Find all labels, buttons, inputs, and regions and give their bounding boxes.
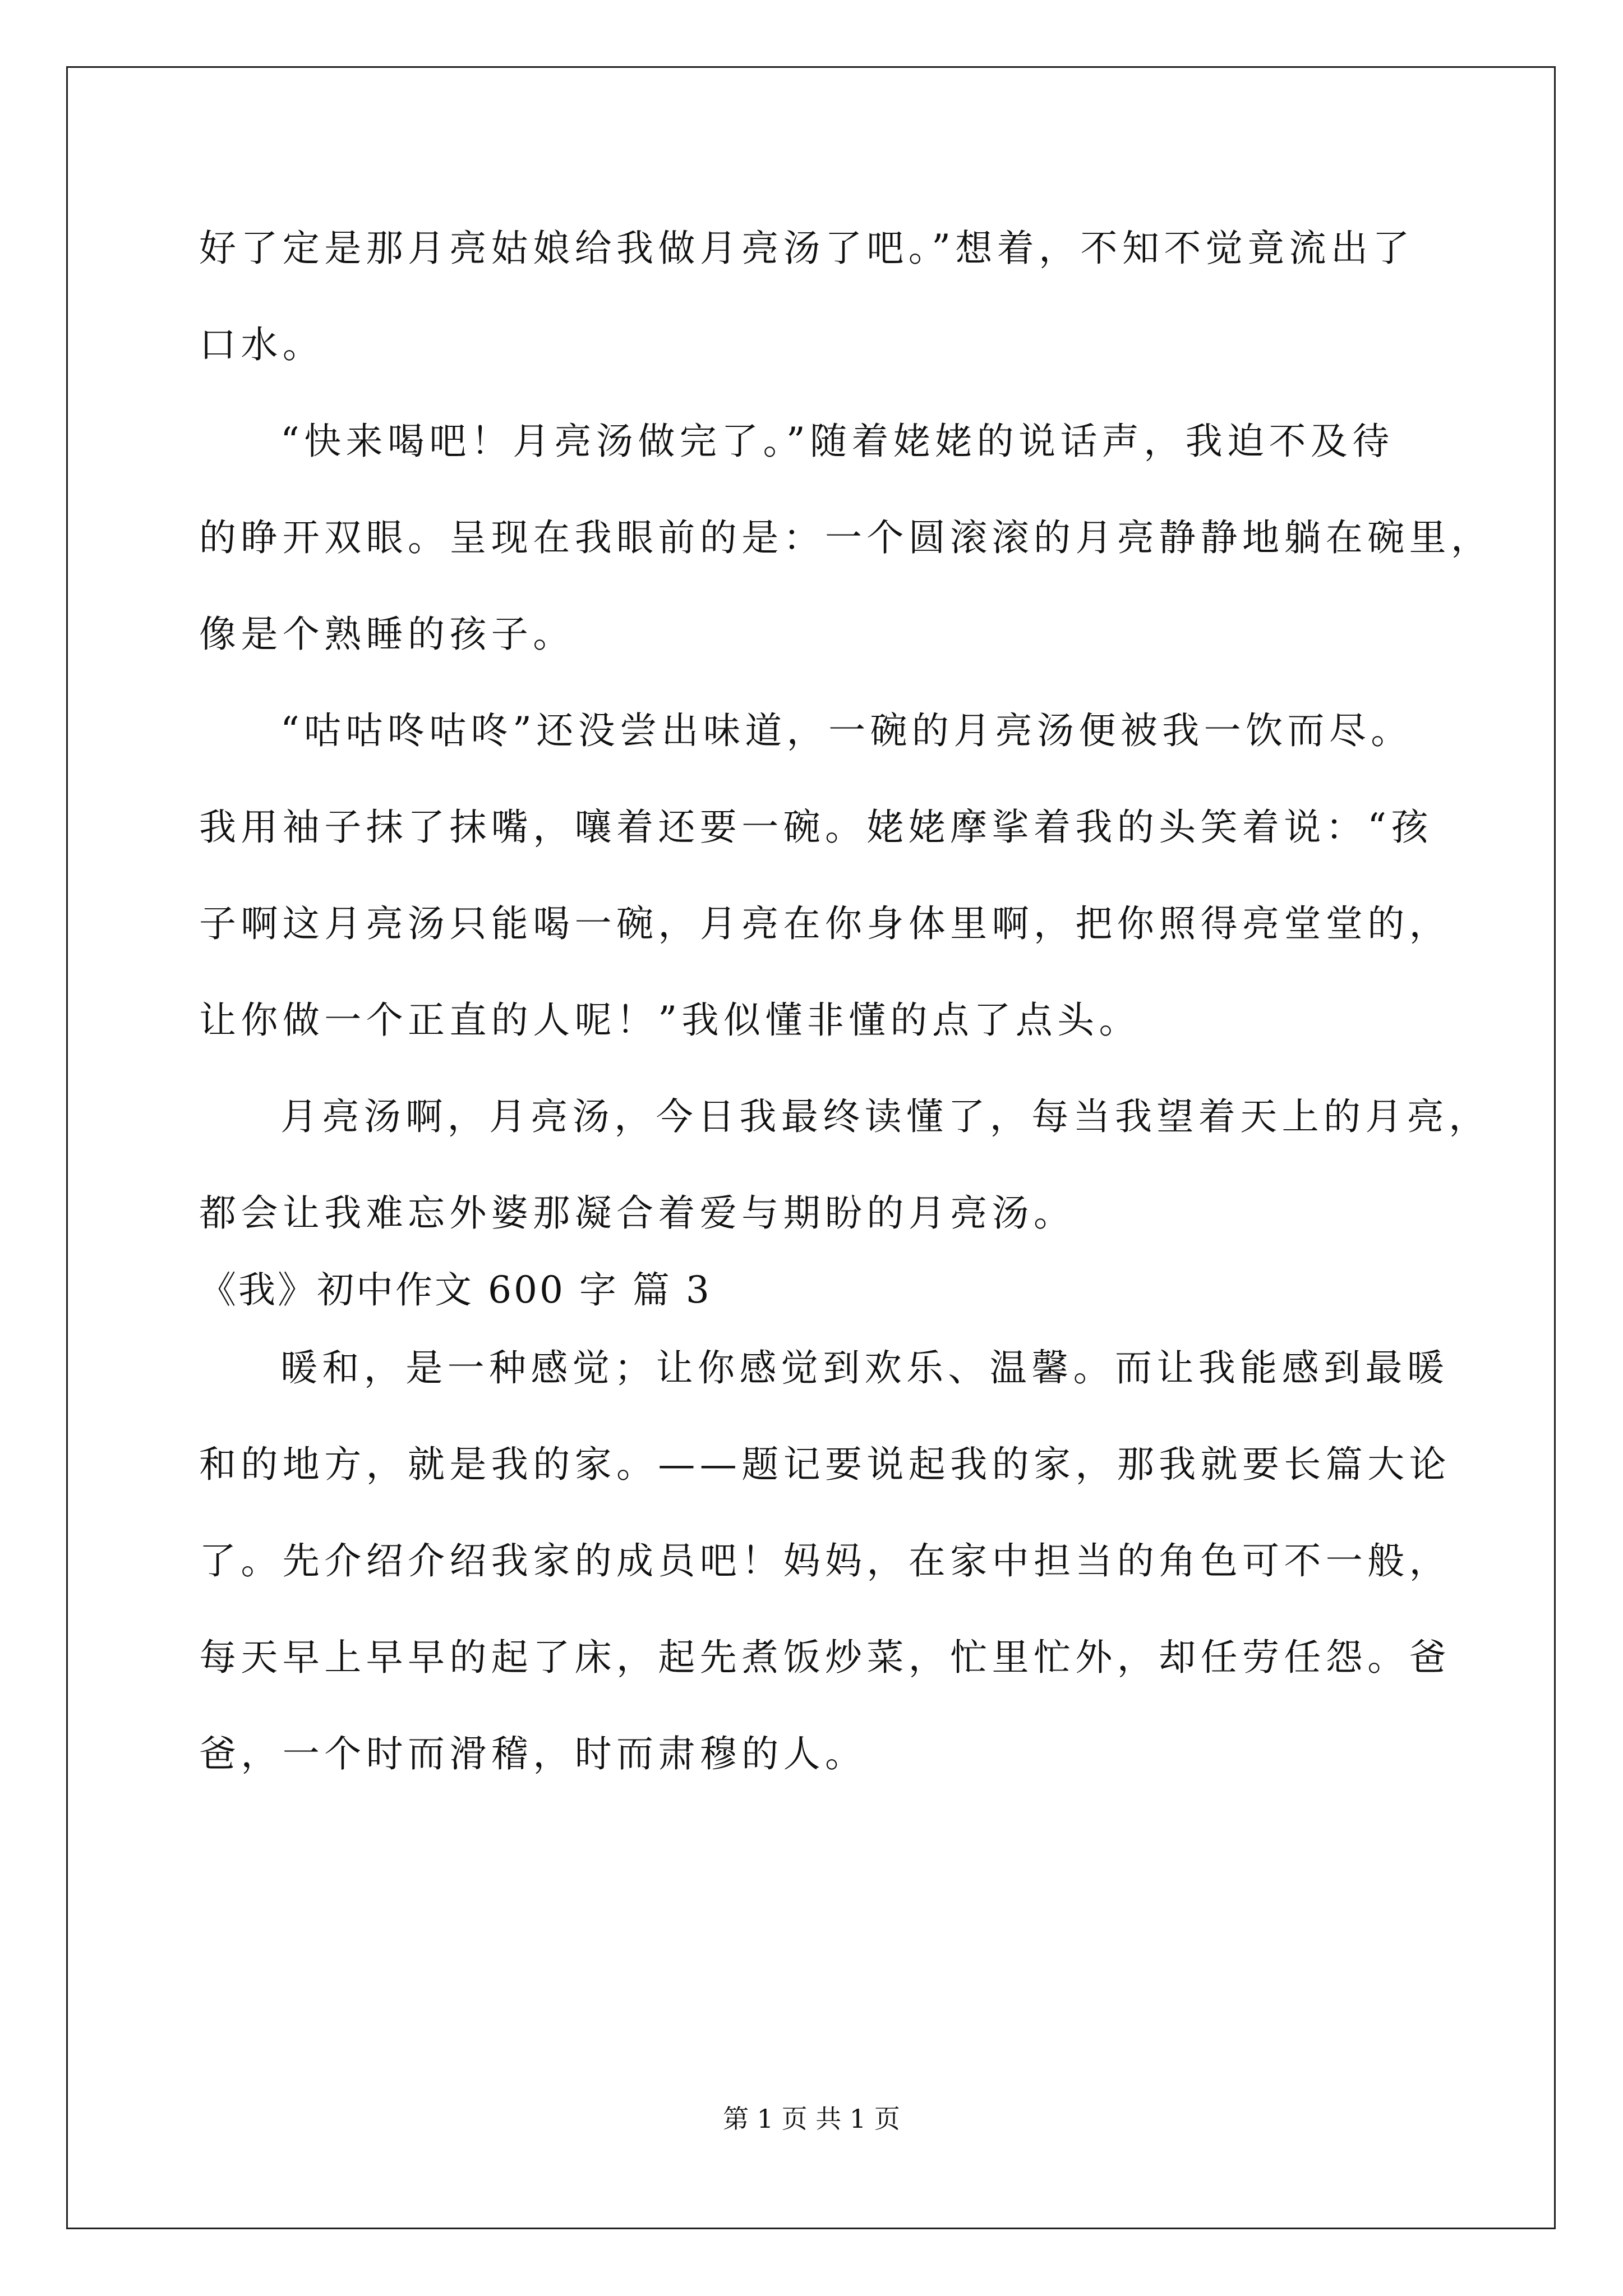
- text-line-15: 每天早上早早的起了床，起先煮饭炒菜，忙里忙外，却任劳任怨。爸: [199, 1636, 1451, 1679]
- text-line-12: 暖和，是一种感觉；让你感觉到欢乐、温馨。而让我能感到最暖: [280, 1346, 1449, 1389]
- text-line-14: 了。先介绍介绍我家的成员吧！妈妈，在家中担当的角色可不一般，: [199, 1539, 1451, 1582]
- section-heading: 《我》初中作文 600 字 篇 3: [199, 1268, 712, 1312]
- text-line-4: 的睁开双眼。呈现在我眼前的是：一个圆滚滚的月亮静静地躺在碗里，: [199, 516, 1493, 559]
- text-line-11: 都会让我难忘外婆那凝合着爱与期盼的月亮汤。: [199, 1191, 1076, 1235]
- text-line-2: 口水。: [199, 323, 325, 366]
- text-line-3: “快来喝吧！月亮汤做完了。”随着姥姥的说话声，我迫不及待: [280, 420, 1394, 463]
- text-line-9: 让你做一个正直的人呢！”我似懂非懂的点了点头。: [199, 999, 1141, 1042]
- text-line-7: 我用袖子抹了抹嘴，嚷着还要一碗。姥姥摩挲着我的头笑着说：“孩: [199, 806, 1433, 849]
- text-line-5: 像是个熟睡的孩子。: [199, 613, 575, 656]
- text-line-8: 子啊这月亮汤只能喝一碗，月亮在你身体里啊，把你照得亮堂堂的，: [199, 902, 1451, 945]
- text-line-6: “咕咕咚咕咚”还没尝出味道，一碗的月亮汤便被我一饮而尽。: [280, 709, 1413, 752]
- page-number-footer: 第 1 页 共 1 页: [723, 2104, 900, 2134]
- text-line-13: 和的地方，就是我的家。——题记要说起我的家，那我就要长篇大论: [199, 1443, 1451, 1486]
- text-line-16: 爸，一个时而滑稽，时而肃穆的人。: [199, 1732, 867, 1775]
- page-border: [66, 66, 1556, 2229]
- text-line-1: 好了定是那月亮姑娘给我做月亮汤了吧。”想着，不知不觉竟流出了: [199, 227, 1414, 270]
- text-line-10: 月亮汤啊，月亮汤，今日我最终读懂了，每当我望着天上的月亮，: [280, 1095, 1491, 1138]
